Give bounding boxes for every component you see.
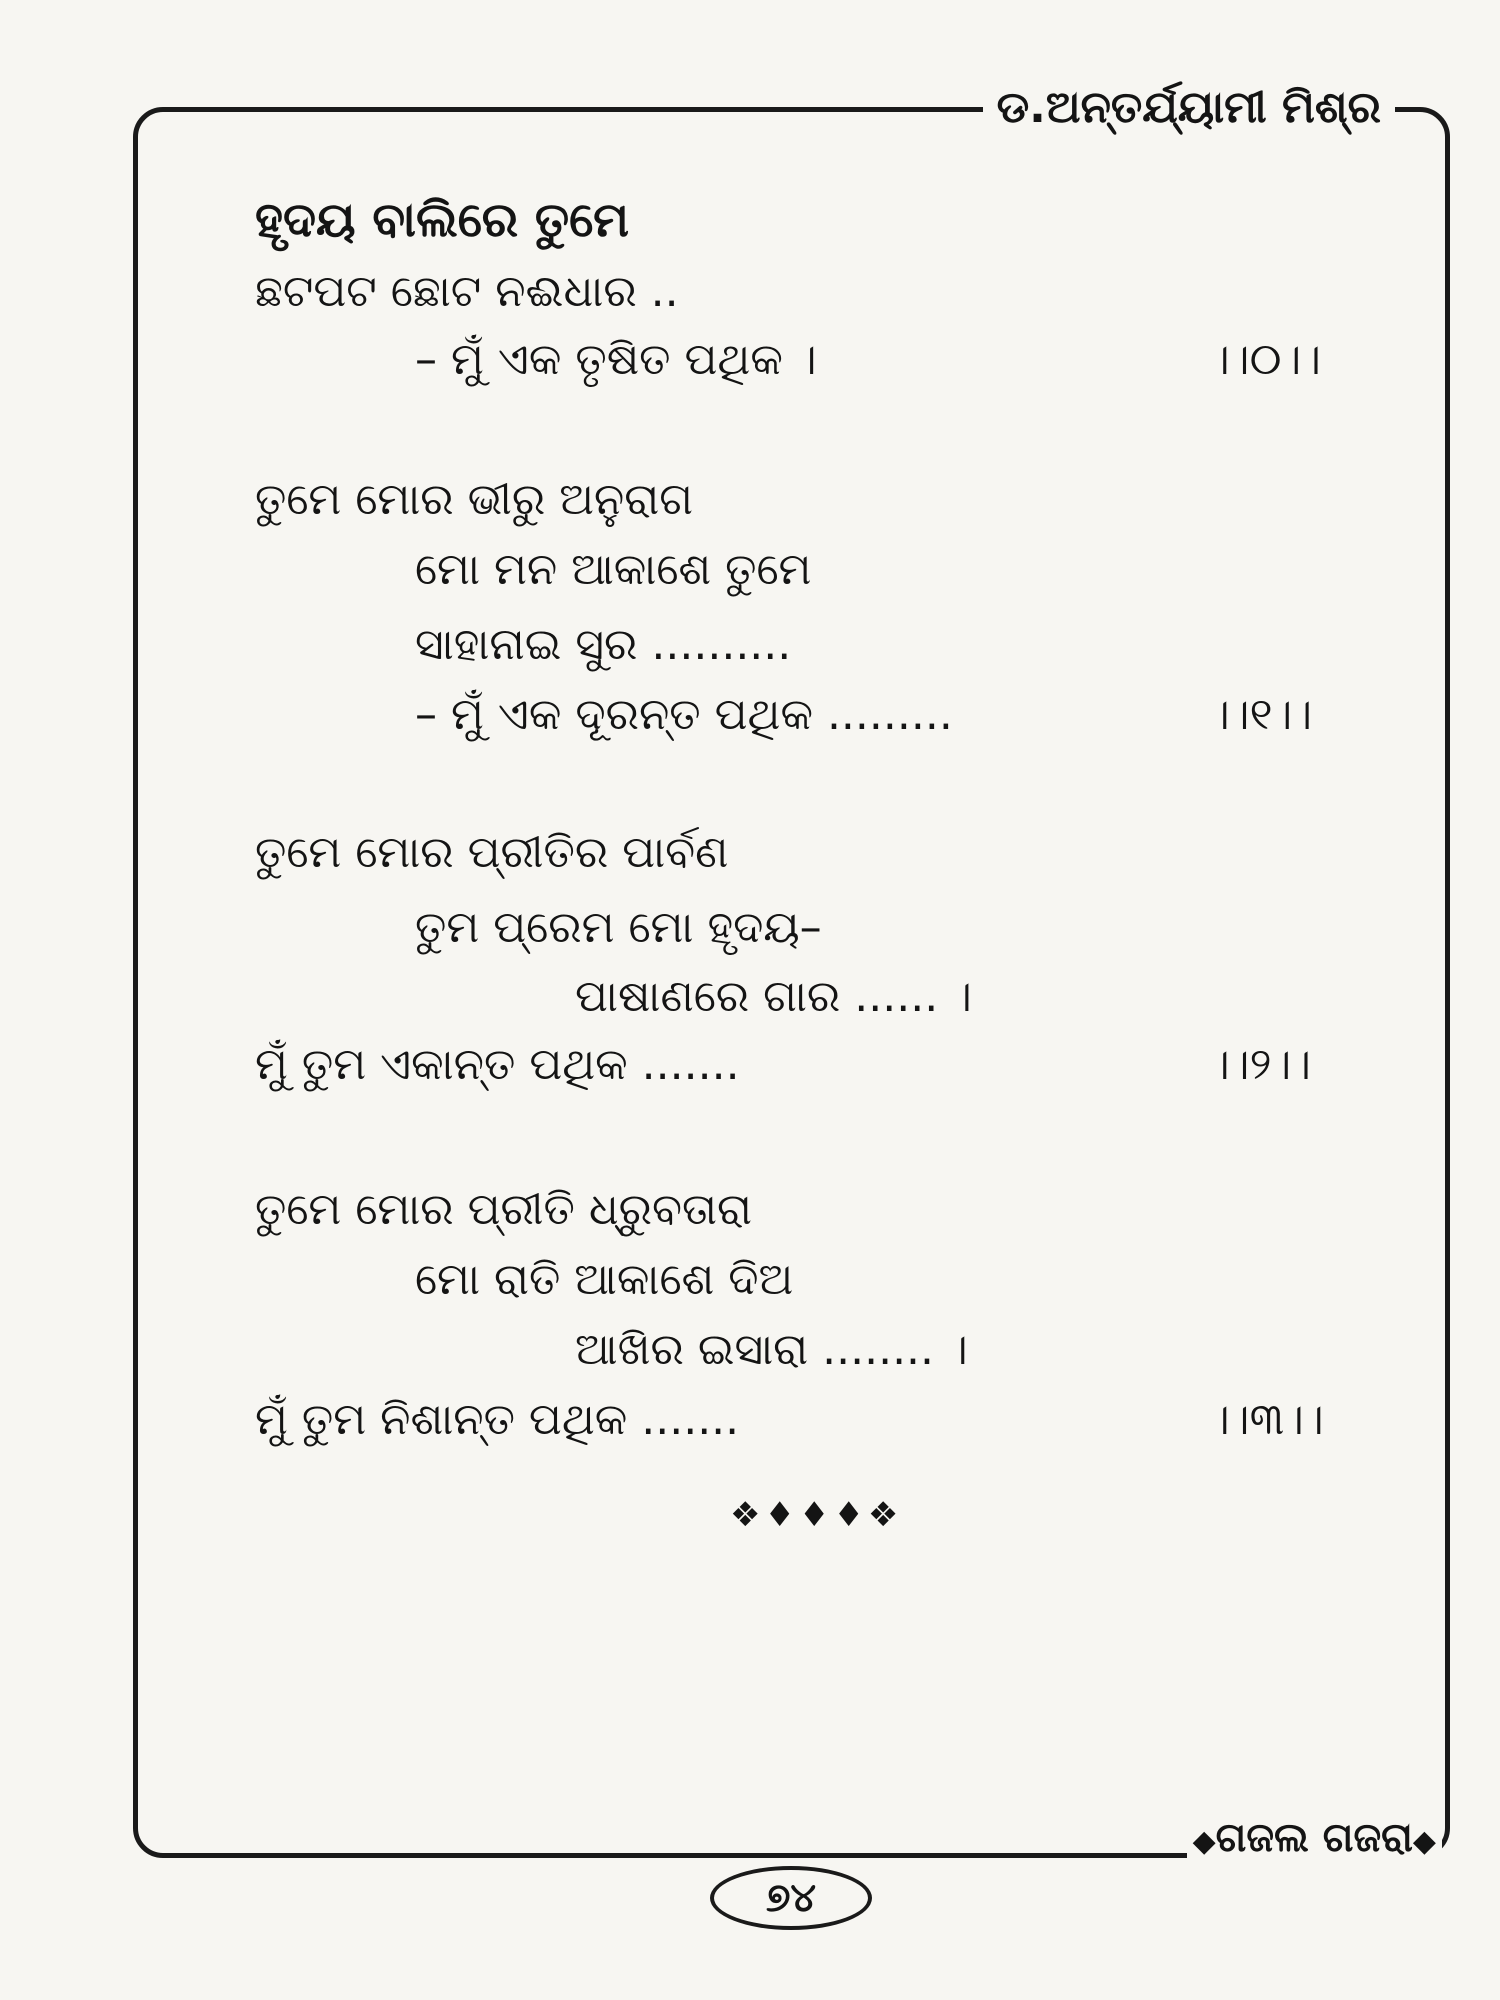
poem-line: ସାହାନାଇ ସୁର ..........: [415, 619, 792, 670]
ornament-divider: ❖♦♦♦❖: [730, 1495, 903, 1535]
verse-number: ।।୩।।: [1210, 1394, 1324, 1445]
book-title-footer: [1187, 1810, 1442, 1870]
page-number: ୭୪: [710, 1866, 872, 1930]
poem-line: ତୁମେ ମୋର ପ୍ରୀତିର ପାର୍ବଣ: [255, 827, 729, 878]
verse-number: ।।୧।।: [1210, 689, 1313, 740]
poem-line: ତୁମେ ମୋର ପ୍ରୀତି ଧ୍ରୁବତାରା: [255, 1184, 752, 1235]
diamond-icon: ◆: [1412, 1824, 1436, 1859]
poem-line: – ମୁଁ ଏକ ତୃଷିତ ପଥିକ ।: [415, 334, 817, 385]
verse-number: ।।୨।।: [1210, 1039, 1312, 1090]
poem-line: – ମୁଁ ଏକ ଦୂରନ୍ତ ପଥିକ .........: [415, 689, 953, 740]
poem-title: ହୃଦୟ ବାଲିରେ ତୁମେ: [255, 192, 630, 248]
poem-line: ତୁମ ପ୍ରେମ ମୋ ହୃଦୟ–: [415, 902, 822, 953]
diamond-icon: ◆: [1192, 1824, 1216, 1859]
author-header: ଡ.ଅନ୍ତର୍ଯ୍ୟାମୀ ମିଶ୍ର: [983, 80, 1395, 136]
poem-line: ଛଟପଟ ଛୋଟ ନଈଧାର ..: [255, 266, 679, 317]
poem-line: ମୁଁ ତୁମ ନିଶାନ୍ତ ପଥିକ .......: [255, 1394, 740, 1445]
poem-line: ଆଖିର ଇସାରା ........ ।: [575, 1324, 968, 1375]
poem-line: ମୋ ମନ ଆକାଶେ ତୁମେ: [415, 544, 812, 595]
book-title: ଗଜଲ ଗଜରା: [1215, 1815, 1413, 1861]
poem-line: ପାଷାଣରେ ଗାର ...... ।: [575, 971, 972, 1022]
verse-number: ।।୦।।: [1210, 334, 1322, 385]
poem-line: ମୋ ରାତି ଆକାଶେ ଦିଅ: [415, 1254, 794, 1305]
poem-line: ତୁମେ ମୋର ଭୀରୁ ଅନୁରାଗ: [255, 474, 694, 525]
poem-line: ମୁଁ ତୁମ ଏକାନ୍ତ ପଥିକ .......: [255, 1039, 740, 1090]
